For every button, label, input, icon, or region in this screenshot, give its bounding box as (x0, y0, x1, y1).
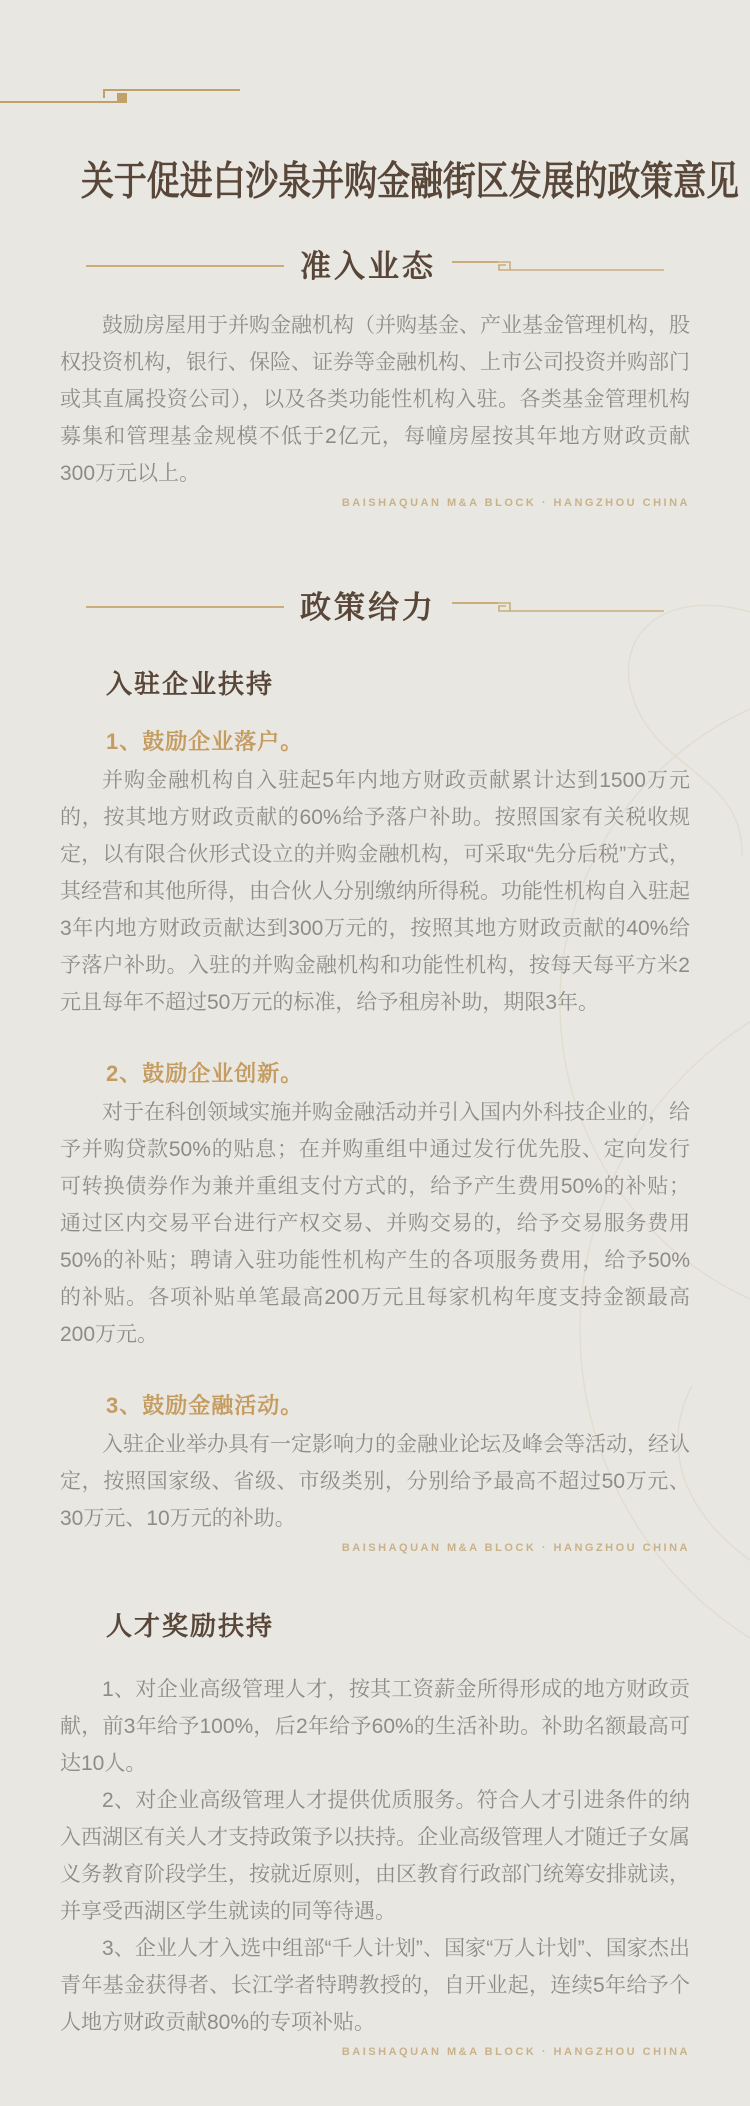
section-heading-policy-label: 政策给力 (300, 589, 436, 625)
watermark: BAISHAQUAN M&A BLOCK · HANGZHOU CHINA (341, 2045, 690, 2058)
section-heading-policy (60, 589, 690, 626)
section-heading-access-label: 准入业态 (300, 248, 436, 284)
watermark: BAISHAQUAN M&A BLOCK · HANGZHOU CHINA (341, 1541, 690, 1554)
enterprise-item-2-label: 2、鼓励企业创新。 (106, 1060, 304, 1086)
page-title-text: 关于促进白沙泉并购金融街区发展的政策意见 (81, 159, 740, 204)
access-paragraph: 鼓励房屋用于并购金融机构（并购基金、产业基金管理机构，股权投资机构，银行、保险、证券等金融机构、上市公司投资并购部门或其直属投资公司），以及各类功能性机构入驻。各类基金管理机构募集和管理基金规模不低于2亿元，每幢房屋按其年地方财政贡献300万元以上。 (60, 313, 690, 485)
talent-paragraph-3: 3、企业人才入选中组部“千人计划”、国家“万人计划”、国家杰出青年基金获得者、长江学者特聘教授的，自开业起，连续5年给予个人地方财政贡献80%的专项补贴。 (60, 1936, 690, 2034)
section-heading-access (60, 248, 690, 285)
enterprise-item-1-text: 并购金融机构自入驻起5年内地方财政贡献累计达到1500万元的，按其地方财政贡献的60%给予落户补助。按照国家有关税收规定，以有限合伙形式设立的并购金融机构，可采取“先分后税”方式，其经营和其他所得，由合伙人分别缴纳所得税。功能性机构自入驻起3年内地方财政贡献达到300万元的，按照其地方财政贡献的40%给予落户补助。入驻的并购金融机构和功能性机构，按每天每平方米2元且每年不超过50万元的标准，给予租房补助，期限3年。 (60, 768, 690, 1014)
subsection-title-talent: 人才奖励扶持 (106, 1610, 275, 1641)
heading-rule-left-icon (86, 255, 284, 277)
enterprise-item-3-text: 入驻企业举办具有一定影响力的金融业论坛及峰会等活动，经认定，按照国家级、省级、市级类别，分别给予最高不超过50万元、30万元、10万元的补助。 (60, 1432, 690, 1530)
heading-scroll-right-icon (452, 254, 664, 278)
enterprise-item-2-text: 对于在科创领域实施并购金融活动并引入国内外科技企业的，给予并购贷款50%的贴息；在并购重组中通过发行优先股、定向发行可转换债券作为兼并重组支付方式的，给予产生费用50%的补贴；通过区内交易平台进行产权交易、并购交易的，给予交易服务费用50%的补贴；聘请入驻功能性机构产生的各项服务费用，给予50%的补贴。各项补贴单笔最高200万元且每家机构年度支持金额最高200万元。 (60, 1100, 690, 1346)
page-title (60, 159, 740, 204)
heading-scroll-right-icon (452, 595, 664, 619)
enterprise-item-3-label: 3、鼓励金融活动。 (106, 1392, 304, 1418)
subsection-title-enterprise: 入驻企业扶持 (106, 668, 275, 699)
talent-paragraph-2: 2、对企业高级管理人才提供优质服务。符合人才引进条件的纳入西湖区有关人才支持政策予以扶持。企业高级管理人才随迁子女属义务教育阶段学生，按就近原则，由区教育行政部门统筹安排就读，并享受西湖区学生就读的同等待遇。 (60, 1788, 690, 1923)
talent-paragraph-1: 1、对企业高级管理人才，按其工资薪金所得形成的地方财政贡献，前3年给予100%，后2年给予60%的生活补助。补助名额最高可达10人。 (60, 1677, 690, 1775)
enterprise-item-1-label: 1、鼓励企业落户。 (106, 728, 304, 754)
watermark: BAISHAQUAN M&A BLOCK · HANGZHOU CHINA (341, 496, 690, 509)
heading-rule-left-icon (86, 596, 284, 618)
